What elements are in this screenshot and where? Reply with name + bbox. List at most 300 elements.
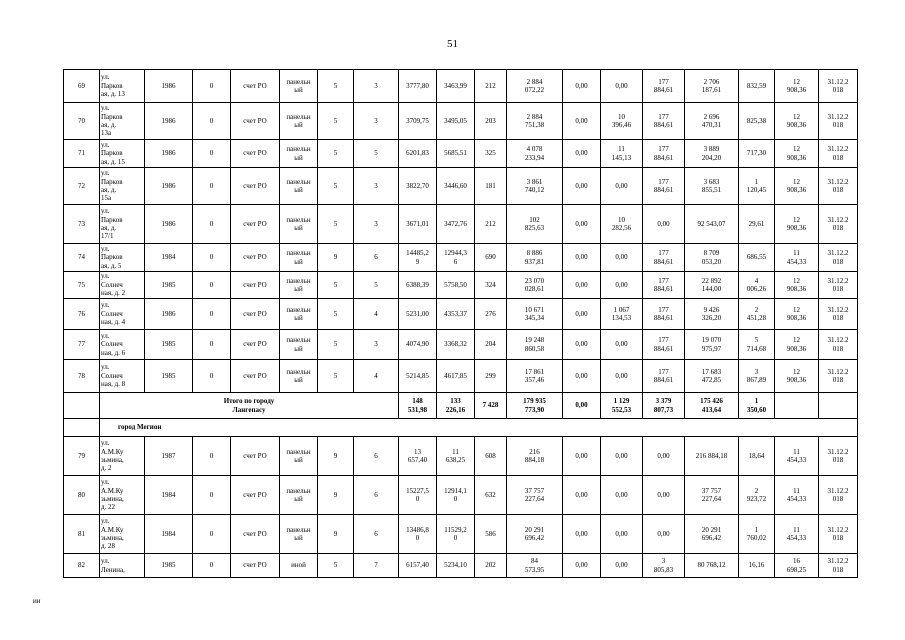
table-cell: 9 bbox=[318, 244, 354, 272]
table-cell: 1986 bbox=[145, 205, 193, 244]
table-cell: 78 bbox=[64, 360, 100, 393]
table-cell: ул. А.М.Ку зьмина, д. 2 bbox=[100, 437, 145, 476]
table-row bbox=[64, 244, 858, 272]
table-cell bbox=[64, 393, 100, 419]
table-cell: счет РО bbox=[231, 272, 280, 299]
table-cell: 0,00 bbox=[643, 515, 685, 554]
table-cell: 3671,01 bbox=[399, 205, 437, 244]
table-cell: 5 bbox=[354, 272, 399, 299]
table-cell: 1986 bbox=[145, 168, 193, 205]
table-cell: 37 757 227,64 bbox=[685, 476, 739, 515]
table-cell: 2 884 072,22 bbox=[507, 70, 563, 103]
table-cell: 0,00 bbox=[601, 476, 643, 515]
table-cell: 5 bbox=[318, 70, 354, 103]
table-cell: 6 bbox=[354, 244, 399, 272]
table-cell: 71 bbox=[64, 140, 100, 168]
table-cell: 12 908,36 bbox=[775, 205, 819, 244]
table-cell: иной bbox=[280, 554, 318, 578]
table-cell: ул. Ленина, bbox=[100, 554, 145, 578]
table-cell: 0,00 bbox=[563, 554, 601, 578]
table-cell: 77 bbox=[64, 330, 100, 360]
table-cell: 12 908,36 bbox=[775, 140, 819, 168]
table-cell: 18,64 bbox=[739, 437, 775, 476]
table-body bbox=[64, 70, 858, 578]
table-cell: 177 884,61 bbox=[643, 140, 685, 168]
table-cell: 80 768,12 bbox=[685, 554, 739, 578]
table-cell: 10 396,46 bbox=[601, 103, 643, 140]
table-cell: 0 bbox=[193, 437, 231, 476]
table-cell: 9 bbox=[318, 476, 354, 515]
table-cell: 1 067 134,53 bbox=[601, 299, 643, 330]
table-row bbox=[64, 554, 858, 578]
table-cell: 31.12.2 018 bbox=[819, 515, 858, 554]
table-cell: 10 671 345,34 bbox=[507, 299, 563, 330]
table-cell: 0,00 bbox=[563, 103, 601, 140]
table-cell: 81 bbox=[64, 515, 100, 554]
table-cell: 12 908,36 bbox=[775, 299, 819, 330]
table-cell: 0 bbox=[193, 554, 231, 578]
table-cell: 31.12.2 018 bbox=[819, 554, 858, 578]
table-cell: 3 bbox=[354, 330, 399, 360]
table-cell: 0,00 bbox=[563, 70, 601, 103]
table-row bbox=[64, 330, 858, 360]
table-cell: 11 145,13 bbox=[601, 140, 643, 168]
table-cell: 0 bbox=[193, 299, 231, 330]
table-cell: счет РО bbox=[231, 515, 280, 554]
table-cell: 216 884,18 bbox=[507, 437, 563, 476]
table-cell: панельн ый bbox=[280, 437, 318, 476]
table-cell: 31.12.2 018 bbox=[819, 244, 858, 272]
table-cell: ул. А.М.Ку зьмина, д. 28 bbox=[100, 515, 145, 554]
table-cell: 11 454,33 bbox=[775, 515, 819, 554]
table-cell: 29,61 bbox=[739, 205, 775, 244]
table-cell: ул. Парков ая, д. 5 bbox=[100, 244, 145, 272]
table-cell: 216 884,18 bbox=[685, 437, 739, 476]
table-cell: 0,00 bbox=[601, 330, 643, 360]
table-cell: 0,00 bbox=[563, 140, 601, 168]
table-cell: 12 908,36 bbox=[775, 103, 819, 140]
table-cell: 3 805,83 bbox=[643, 554, 685, 578]
table-cell: 1986 bbox=[145, 103, 193, 140]
table-cell: 5 bbox=[318, 360, 354, 393]
table-cell: 0 bbox=[193, 360, 231, 393]
table-cell: 832,59 bbox=[739, 70, 775, 103]
table-cell: счет РО bbox=[231, 437, 280, 476]
table-cell: 31.12.2 018 bbox=[819, 272, 858, 299]
table-cell: счет РО bbox=[231, 244, 280, 272]
table-cell: ул. Парков ая, д. 13а bbox=[100, 103, 145, 140]
table-cell: 5685,51 bbox=[437, 140, 475, 168]
table-cell: счет РО bbox=[231, 360, 280, 393]
table-cell: 1985 bbox=[145, 554, 193, 578]
table-cell: 12 908,36 bbox=[775, 360, 819, 393]
table-cell: панельн ый bbox=[280, 272, 318, 299]
section-row bbox=[64, 419, 858, 437]
table-cell: 5 bbox=[318, 330, 354, 360]
table-cell: 5 bbox=[318, 554, 354, 578]
table-cell: 5 bbox=[354, 140, 399, 168]
table-row bbox=[64, 437, 858, 476]
table-cell bbox=[819, 393, 858, 419]
table-cell: 4 bbox=[354, 360, 399, 393]
table-cell: 73 bbox=[64, 205, 100, 244]
table-cell: 1984 bbox=[145, 476, 193, 515]
table-cell: 299 bbox=[475, 360, 507, 393]
table-cell: 82 bbox=[64, 554, 100, 578]
table-cell: 202 bbox=[475, 554, 507, 578]
housing-register-table bbox=[63, 69, 858, 578]
table-cell: 0 bbox=[193, 244, 231, 272]
table-cell: панельн ый bbox=[280, 168, 318, 205]
table-cell: 177 884,61 bbox=[643, 360, 685, 393]
table-cell: счет РО bbox=[231, 554, 280, 578]
table-cell: 12 908,36 bbox=[775, 330, 819, 360]
table-cell: 825,38 bbox=[739, 103, 775, 140]
table-cell: 0 bbox=[193, 515, 231, 554]
table-cell: 3 bbox=[354, 70, 399, 103]
table-cell: 3709,75 bbox=[399, 103, 437, 140]
table-cell: 72 bbox=[64, 168, 100, 205]
table-cell: 13 657,40 bbox=[399, 437, 437, 476]
table-cell: счет РО bbox=[231, 103, 280, 140]
table-cell: 5 bbox=[318, 140, 354, 168]
table-row bbox=[64, 103, 858, 140]
table-cell: 5231,00 bbox=[399, 299, 437, 330]
table-cell: 3472,76 bbox=[437, 205, 475, 244]
table-row bbox=[64, 70, 858, 103]
table-row bbox=[64, 476, 858, 515]
table-cell: 7 bbox=[354, 554, 399, 578]
table-cell: 3 bbox=[354, 205, 399, 244]
total-cell: 133 226,16 bbox=[437, 393, 475, 419]
table-cell: 0,00 bbox=[601, 515, 643, 554]
table-cell: панельн ый bbox=[280, 244, 318, 272]
table-cell: 5214,85 bbox=[399, 360, 437, 393]
table-cell: 3 861 740,12 bbox=[507, 168, 563, 205]
table-cell: 3446,60 bbox=[437, 168, 475, 205]
table-cell: 0,00 bbox=[563, 244, 601, 272]
table-cell: 31.12.2 018 bbox=[819, 168, 858, 205]
table-cell: 0,00 bbox=[643, 476, 685, 515]
table-cell: 1984 bbox=[145, 244, 193, 272]
table-cell: 0,00 bbox=[601, 437, 643, 476]
table-cell: счет РО bbox=[231, 168, 280, 205]
table-cell: 6157,40 bbox=[399, 554, 437, 578]
table-cell: 19 248 860,58 bbox=[507, 330, 563, 360]
table-cell: 4353,37 bbox=[437, 299, 475, 330]
table-row bbox=[64, 360, 858, 393]
table-cell: 3 867,89 bbox=[739, 360, 775, 393]
table-cell: 11529,2 0 bbox=[437, 515, 475, 554]
total-cell: 1 129 552,53 bbox=[601, 393, 643, 419]
table-cell: 0,00 bbox=[563, 437, 601, 476]
table-cell: 8 886 937,81 bbox=[507, 244, 563, 272]
table-cell: 324 bbox=[475, 272, 507, 299]
table-cell: 0,00 bbox=[563, 330, 601, 360]
table-cell: 0,00 bbox=[601, 70, 643, 103]
table-cell: 22 892 144,00 bbox=[685, 272, 739, 299]
table-cell: 9 bbox=[318, 437, 354, 476]
table-cell: ул. Солнеч ная, д. 6 bbox=[100, 330, 145, 360]
table-cell: 0,00 bbox=[563, 360, 601, 393]
table-cell: 6 bbox=[354, 515, 399, 554]
table-cell: 70 bbox=[64, 103, 100, 140]
table-cell: 20 291 696,42 bbox=[685, 515, 739, 554]
table-cell: 11 454,33 bbox=[775, 476, 819, 515]
table-cell: 1 760,02 bbox=[739, 515, 775, 554]
table-cell: 3822,70 bbox=[399, 168, 437, 205]
table-cell: панельн ый bbox=[280, 299, 318, 330]
table-cell: 10 282,56 bbox=[601, 205, 643, 244]
total-cell: 3 379 807,73 bbox=[643, 393, 685, 419]
table-cell: панельн ый bbox=[280, 70, 318, 103]
table-cell: 177 884,61 bbox=[643, 70, 685, 103]
table-cell: 102 825,63 bbox=[507, 205, 563, 244]
table-cell: 1 120,45 bbox=[739, 168, 775, 205]
table-cell: 0 bbox=[193, 70, 231, 103]
table-cell: 75 bbox=[64, 272, 100, 299]
table-cell: панельн ый bbox=[280, 515, 318, 554]
table-cell: 177 884,61 bbox=[643, 168, 685, 205]
table-cell: 181 bbox=[475, 168, 507, 205]
total-cell: 148 531,98 bbox=[399, 393, 437, 419]
table-cell: 8 709 053,20 bbox=[685, 244, 739, 272]
table-cell: 19 070 975,97 bbox=[685, 330, 739, 360]
table-cell: панельн ый bbox=[280, 476, 318, 515]
table-cell: 6388,39 bbox=[399, 272, 437, 299]
table-cell: 1987 bbox=[145, 437, 193, 476]
table-cell: 15227,5 0 bbox=[399, 476, 437, 515]
table-row bbox=[64, 140, 858, 168]
table-cell: 11 454,33 bbox=[775, 437, 819, 476]
table-cell: 69 bbox=[64, 70, 100, 103]
table-cell: 12944,3 6 bbox=[437, 244, 475, 272]
table-cell: 5234,10 bbox=[437, 554, 475, 578]
table-cell: 3495,05 bbox=[437, 103, 475, 140]
table-cell: 80 bbox=[64, 476, 100, 515]
table-cell: 31.12.2 018 bbox=[819, 103, 858, 140]
table-cell: 1986 bbox=[145, 299, 193, 330]
table-cell: 92 543,07 bbox=[685, 205, 739, 244]
table-cell: счет РО bbox=[231, 476, 280, 515]
table-cell bbox=[64, 419, 100, 437]
table-cell: 0 bbox=[193, 205, 231, 244]
table-cell: 3463,99 bbox=[437, 70, 475, 103]
table-cell: 0 bbox=[193, 103, 231, 140]
table-cell: 177 884,61 bbox=[643, 103, 685, 140]
table-cell: 3 bbox=[354, 103, 399, 140]
table-cell: 5 bbox=[318, 299, 354, 330]
table-cell: панельн ый bbox=[280, 205, 318, 244]
table-cell: 686,55 bbox=[739, 244, 775, 272]
table-cell: ул. Солнеч ная, д. 8 bbox=[100, 360, 145, 393]
table-cell: 6201,83 bbox=[399, 140, 437, 168]
table-cell: ул. Парков ая, д. 17/1 bbox=[100, 205, 145, 244]
table-cell: 0 bbox=[193, 272, 231, 299]
section-label: город Мегион bbox=[100, 419, 858, 437]
table-cell: 0,00 bbox=[563, 168, 601, 205]
table-cell: 12 908,36 bbox=[775, 168, 819, 205]
table-cell: ул. Парков ая, д. 15а bbox=[100, 168, 145, 205]
table-cell: счет РО bbox=[231, 299, 280, 330]
table-cell: 0,00 bbox=[601, 360, 643, 393]
table-cell: 12 908,36 bbox=[775, 70, 819, 103]
table-cell: 177 884,61 bbox=[643, 299, 685, 330]
table-cell: 20 291 696,42 bbox=[507, 515, 563, 554]
table-cell: 16,16 bbox=[739, 554, 775, 578]
table-cell: 3 683 855,51 bbox=[685, 168, 739, 205]
table-cell: 0 bbox=[193, 168, 231, 205]
table-cell: 1984 bbox=[145, 515, 193, 554]
table-cell: 31.12.2 018 bbox=[819, 330, 858, 360]
table-cell: 5 bbox=[318, 168, 354, 205]
table-cell: 1986 bbox=[145, 140, 193, 168]
table-cell: 2 706 187,61 bbox=[685, 70, 739, 103]
table-cell: 0,00 bbox=[601, 272, 643, 299]
table-cell: 2 451,28 bbox=[739, 299, 775, 330]
table-cell: 177 884,61 bbox=[643, 272, 685, 299]
table-cell: 79 bbox=[64, 437, 100, 476]
table-cell: 608 bbox=[475, 437, 507, 476]
table-cell: 3368,32 bbox=[437, 330, 475, 360]
table-cell: 3777,80 bbox=[399, 70, 437, 103]
table-cell: 0,00 bbox=[601, 244, 643, 272]
table-cell: 1985 bbox=[145, 272, 193, 299]
table-cell: ул. Парков ая, д. 15 bbox=[100, 140, 145, 168]
table-cell: 212 bbox=[475, 205, 507, 244]
table-cell: 23 070 028,61 bbox=[507, 272, 563, 299]
table-cell: 0,00 bbox=[563, 476, 601, 515]
table-cell: ул. А.М.Ку зьмина, д. 22 bbox=[100, 476, 145, 515]
table-cell: ул. Солнеч ная, д. 2 bbox=[100, 272, 145, 299]
table-cell: 0,00 bbox=[563, 515, 601, 554]
table-cell: 16 698,25 bbox=[775, 554, 819, 578]
table-cell: 3 889 204,20 bbox=[685, 140, 739, 168]
table-cell: счет РО bbox=[231, 205, 280, 244]
table-cell: 13486,8 0 bbox=[399, 515, 437, 554]
city-total-label: Итого по городу Лангепасу bbox=[100, 393, 399, 419]
table-cell: 4617,85 bbox=[437, 360, 475, 393]
table-cell: 5 bbox=[318, 272, 354, 299]
table-cell: 6 bbox=[354, 437, 399, 476]
total-cell: 179 935 773,90 bbox=[507, 393, 563, 419]
table-cell: 1986 bbox=[145, 70, 193, 103]
table-cell: 325 bbox=[475, 140, 507, 168]
city-total-row bbox=[64, 393, 858, 419]
table-cell: 31.12.2 018 bbox=[819, 70, 858, 103]
table-cell: 212 bbox=[475, 70, 507, 103]
table-cell: 0,00 bbox=[563, 272, 601, 299]
table-cell: 12914,1 0 bbox=[437, 476, 475, 515]
table-cell: 17 683 472,85 bbox=[685, 360, 739, 393]
table-cell: 177 884,61 bbox=[643, 244, 685, 272]
table-cell: 586 bbox=[475, 515, 507, 554]
table-cell: ул. Солнеч ная, д. 4 bbox=[100, 299, 145, 330]
table-cell: 0,00 bbox=[601, 168, 643, 205]
table-cell: 0,00 bbox=[601, 554, 643, 578]
table-cell: 9 bbox=[318, 515, 354, 554]
table-cell: 2 696 470,31 bbox=[685, 103, 739, 140]
table-row bbox=[64, 299, 858, 330]
table-cell: 31.12.2 018 bbox=[819, 476, 858, 515]
table-cell: 2 923,72 bbox=[739, 476, 775, 515]
table-cell: 17 861 357,46 bbox=[507, 360, 563, 393]
table-cell: 12 908,36 bbox=[775, 272, 819, 299]
table-cell: 0 bbox=[193, 330, 231, 360]
total-cell: 1 350,60 bbox=[739, 393, 775, 419]
table-cell: 2 884 751,38 bbox=[507, 103, 563, 140]
table-cell: 5 bbox=[318, 103, 354, 140]
table-cell: 31.12.2 018 bbox=[819, 437, 858, 476]
table-cell: 74 bbox=[64, 244, 100, 272]
table-row bbox=[64, 168, 858, 205]
table-cell: 31.12.2 018 bbox=[819, 299, 858, 330]
table-cell: 4 078 233,94 bbox=[507, 140, 563, 168]
table-cell: 632 bbox=[475, 476, 507, 515]
table-cell: 4 bbox=[354, 299, 399, 330]
table-cell: 14485,2 9 bbox=[399, 244, 437, 272]
table-cell: 0,00 bbox=[643, 205, 685, 244]
table-cell: 37 757 227,64 bbox=[507, 476, 563, 515]
table-cell bbox=[775, 393, 819, 419]
table-cell: 3 bbox=[354, 168, 399, 205]
table-cell: 11 638,25 bbox=[437, 437, 475, 476]
table-cell: 0,00 bbox=[643, 437, 685, 476]
table-cell: 84 573,95 bbox=[507, 554, 563, 578]
table-cell: панельн ый bbox=[280, 140, 318, 168]
table-cell: 0 bbox=[193, 140, 231, 168]
table-cell: 203 bbox=[475, 103, 507, 140]
table-cell: 0,00 bbox=[563, 299, 601, 330]
table-cell: счет РО bbox=[231, 140, 280, 168]
table-cell: 1985 bbox=[145, 330, 193, 360]
table-cell: 31.12.2 018 bbox=[819, 140, 858, 168]
table-row bbox=[64, 205, 858, 244]
table-cell: 6 bbox=[354, 476, 399, 515]
total-cell: 7 428 bbox=[475, 393, 507, 419]
table-cell: счет РО bbox=[231, 70, 280, 103]
total-cell: 0,00 bbox=[563, 393, 601, 419]
table-cell: счет РО bbox=[231, 330, 280, 360]
table-cell: 717,30 bbox=[739, 140, 775, 168]
table-cell: 276 bbox=[475, 299, 507, 330]
table-cell: 9 426 326,20 bbox=[685, 299, 739, 330]
table-cell: 11 454,33 bbox=[775, 244, 819, 272]
table-cell: панельн ый bbox=[280, 360, 318, 393]
table-cell: 4074,90 bbox=[399, 330, 437, 360]
table-cell: 0 bbox=[193, 476, 231, 515]
table-cell: панельн ый bbox=[280, 103, 318, 140]
table-cell: 5 714,68 bbox=[739, 330, 775, 360]
table-cell: 177 884,61 bbox=[643, 330, 685, 360]
table-cell: 204 bbox=[475, 330, 507, 360]
total-cell: 175 426 413,64 bbox=[685, 393, 739, 419]
table-cell: 5758,50 bbox=[437, 272, 475, 299]
table-row bbox=[64, 515, 858, 554]
footer-mark: ии bbox=[33, 597, 41, 605]
table-cell: ул. Парков ая, д. 13 bbox=[100, 70, 145, 103]
table-cell: 1985 bbox=[145, 360, 193, 393]
table-cell: 76 bbox=[64, 299, 100, 330]
table-cell: 690 bbox=[475, 244, 507, 272]
table-cell: 4 006,26 bbox=[739, 272, 775, 299]
table-cell: 31.12.2 018 bbox=[819, 205, 858, 244]
page-number: 51 bbox=[447, 38, 458, 50]
table-cell: 5 bbox=[318, 205, 354, 244]
table-cell: 0,00 bbox=[563, 205, 601, 244]
table-cell: панельн ый bbox=[280, 330, 318, 360]
table-row bbox=[64, 272, 858, 299]
